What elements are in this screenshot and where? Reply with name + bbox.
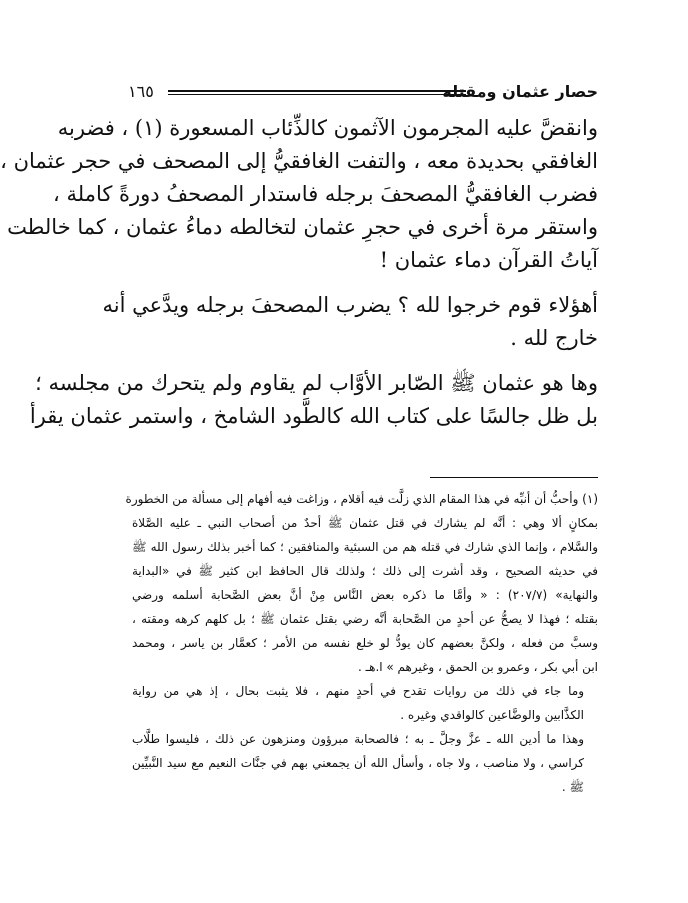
text-line: وانقضَّ عليه المجرمون الآثمون كالذِّئاب المسعورة (١) ، فضربه xyxy=(57,116,598,140)
footnote-line: كراسي ، ولا مناصب ، ولا جاه ، وأسأل الله أن يجمعني بهم في جنَّات النعيم مع سيد النَّبيِّين xyxy=(132,756,584,770)
main-text xyxy=(0,112,598,445)
footnote-line: بمكانٍ ألا وهي : أنَّه لم يشارك في قتل عثمان ﷺ أحدٌ من أصحاب النبي ـ عليه الصَّلاة xyxy=(132,516,598,530)
footnote-line: وهذا ما أدين الله ـ عزَّ وجلَّ ـ به ؛ فالصحابة مبرؤون ومنزهون عن ذلك ، فليسوا طلَّاب xyxy=(132,732,584,746)
paragraph-2 xyxy=(102,289,598,355)
footnotes xyxy=(125,487,598,799)
text-line: آياتُ القرآن دماء عثمان ! xyxy=(379,248,598,272)
running-title: حصار عثمان ومقتله xyxy=(442,82,598,101)
footnote-line: بقتله ؛ فهذا لا يصحُّ عن أحدٍ من الصَّحابة أنَّه رضي بقتل عثمان ﷺ ؛ بل كلهم كرهه ومقته ، xyxy=(132,612,598,626)
footnote-paragraph-2 xyxy=(132,679,598,727)
footnote-line: (١) وأحبُّ أن أنبِّه في هذا المقام الذي زلَّت فيه أقلام ، وزاغت فيه أفهام إلى مسألة من الخطورة xyxy=(125,492,598,506)
text-line: واستقر مرة أخرى في حجرِ عثمان لتخالطه دماءُ عثمان ، كما خالطت xyxy=(7,215,598,239)
footnote-line: وما جاء في ذلك من روايات تقدح في أحدٍ منهم ، فلا يثبت بحال ، إذ هي من رواية xyxy=(132,684,584,698)
text-line: خارج لله . xyxy=(510,326,598,350)
text-line: بل ظل جالسًا على كتاب الله كالطَّود الشامخ ، واستمر عثمان يقرأ xyxy=(29,404,598,428)
text-line: فضرب الغافقيُّ المصحفَ برجله فاستدار المصحفُ دورةً كاملة ، xyxy=(53,182,598,206)
paragraph-3 xyxy=(29,367,598,433)
footnote-line: وسبَّ من فعله ، ولكنَّ بعضهم كان يودُّ لو خلع نفسه من الأمر ؛ كعمَّار بن ياسر ، ومحمد xyxy=(132,636,598,650)
header-rule-thin xyxy=(168,94,466,95)
text-line: الغافقي بحديدة معه ، والتفت الغافقيُّ إلى المصحف في حجر عثمان ، xyxy=(0,149,598,173)
footnote-line: الكذَّابين والوضَّاعين كالواقدي وغيره . xyxy=(400,708,584,722)
footnote-line: والنهاية» (٢٠٧/٧) : « وأمَّا ما ذكره بعض النَّاس مِنْ أنَّ بعض الصَّحابة أسلمه ورضي xyxy=(132,588,598,602)
footnote-line: في حديثه الصحيح ، وقد أشرت إلى ذلك ؛ ولذلك قال الحافظ ابن كثير ﷺ في «البداية xyxy=(132,564,598,578)
page-header xyxy=(128,82,598,112)
header-rule xyxy=(168,90,466,92)
footnote-line: ﷺ . xyxy=(561,780,584,794)
text-line: وها هو عثمان ﷺ الصّابر الأوَّاب لم يقاوم ولم يتحرك من مجلسه ؛ xyxy=(35,371,598,395)
text-line: أهؤلاء قوم خرجوا لله ؟ يضرب المصحفَ برجله ويدَّعي أنه xyxy=(102,293,598,317)
footnote-separator xyxy=(430,477,598,478)
footnote-paragraph-3 xyxy=(132,727,598,799)
footnote-line: ابن أبي بكر ، وعمرو بن الحمق ، وغيرهم » ا.هـ . xyxy=(357,660,598,674)
footnote-1 xyxy=(125,487,598,679)
footnote-line: والسَّلام ، وإنما الذي شارك في قتله هم من السبئية والمنافقين ؛ كما أخبر بذلك رسول الله ﷺ xyxy=(132,540,598,554)
page-number: ١٦٥ xyxy=(128,82,154,101)
paragraph-1 xyxy=(0,112,598,277)
